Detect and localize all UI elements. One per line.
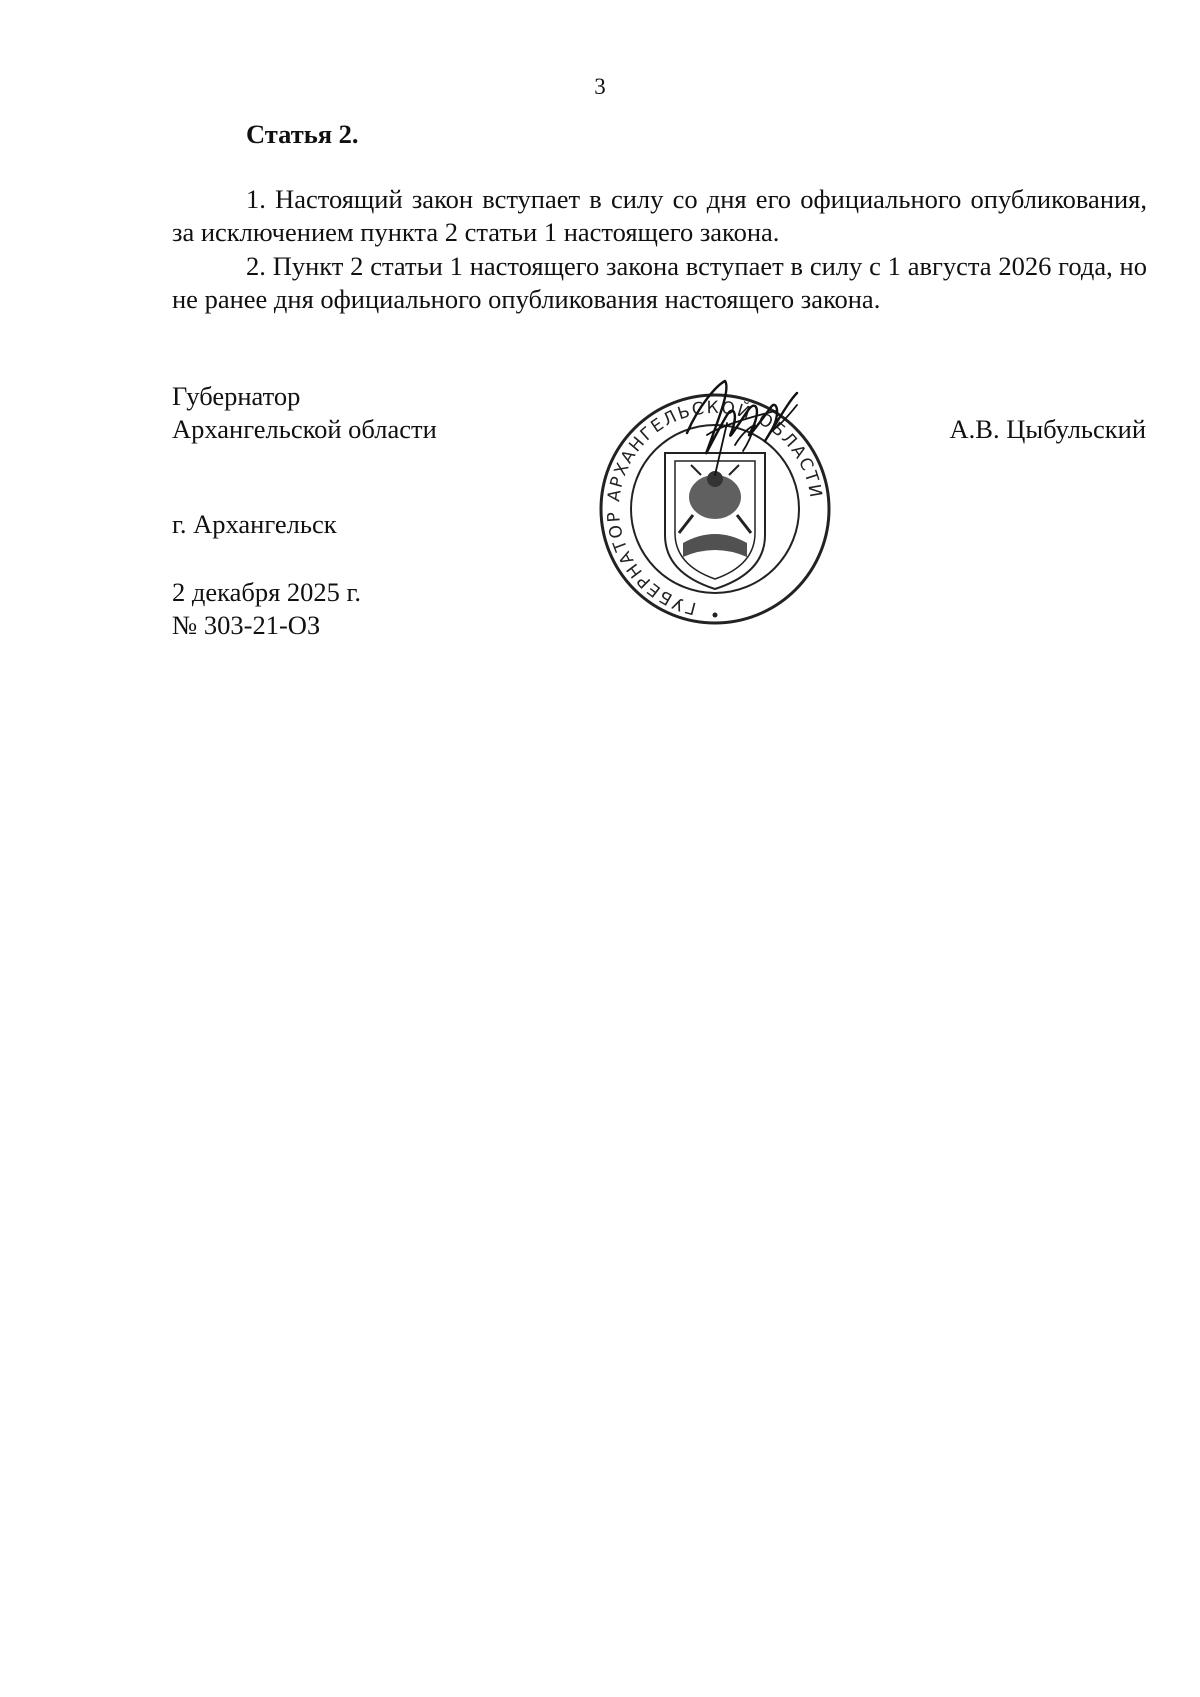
document-number: № 303-21-ОЗ <box>172 610 321 640</box>
signatory-title <box>172 380 437 446</box>
document-date-number <box>172 576 361 642</box>
article-heading: Статья 2. <box>246 119 359 149</box>
city-line: г. Архангельск <box>172 509 337 539</box>
article-paragraph-1: 1. Настоящий закон вступает в силу со дня его официального опубликования, за исключением пункта 2 статьи 1 настоящего закона. <box>172 184 1147 247</box>
article-section <box>172 183 1147 249</box>
signatory-name: А.В. Цыбульский <box>949 414 1146 444</box>
article-section <box>172 250 1147 316</box>
seal-ring-text: ГУБЕРНАТОР АРХАНГЕЛЬСКОЙ ОБЛАСТИ <box>603 397 826 619</box>
seal-bottom-dot <box>713 613 718 618</box>
official-seal <box>575 375 855 640</box>
document-date: 2 декабря 2025 г. <box>172 577 362 607</box>
page-number: 3 <box>594 74 606 99</box>
article-paragraph-2: 2. Пункт 2 статьи 1 настоящего закона вступает в силу с 1 августа 2026 года, но не ранее дня официального опубликования настоящего закона. <box>172 251 1147 314</box>
signatory-title-line-2: Архангельской области <box>172 414 437 444</box>
signatory-title-line-1: Губернатор <box>172 381 301 411</box>
